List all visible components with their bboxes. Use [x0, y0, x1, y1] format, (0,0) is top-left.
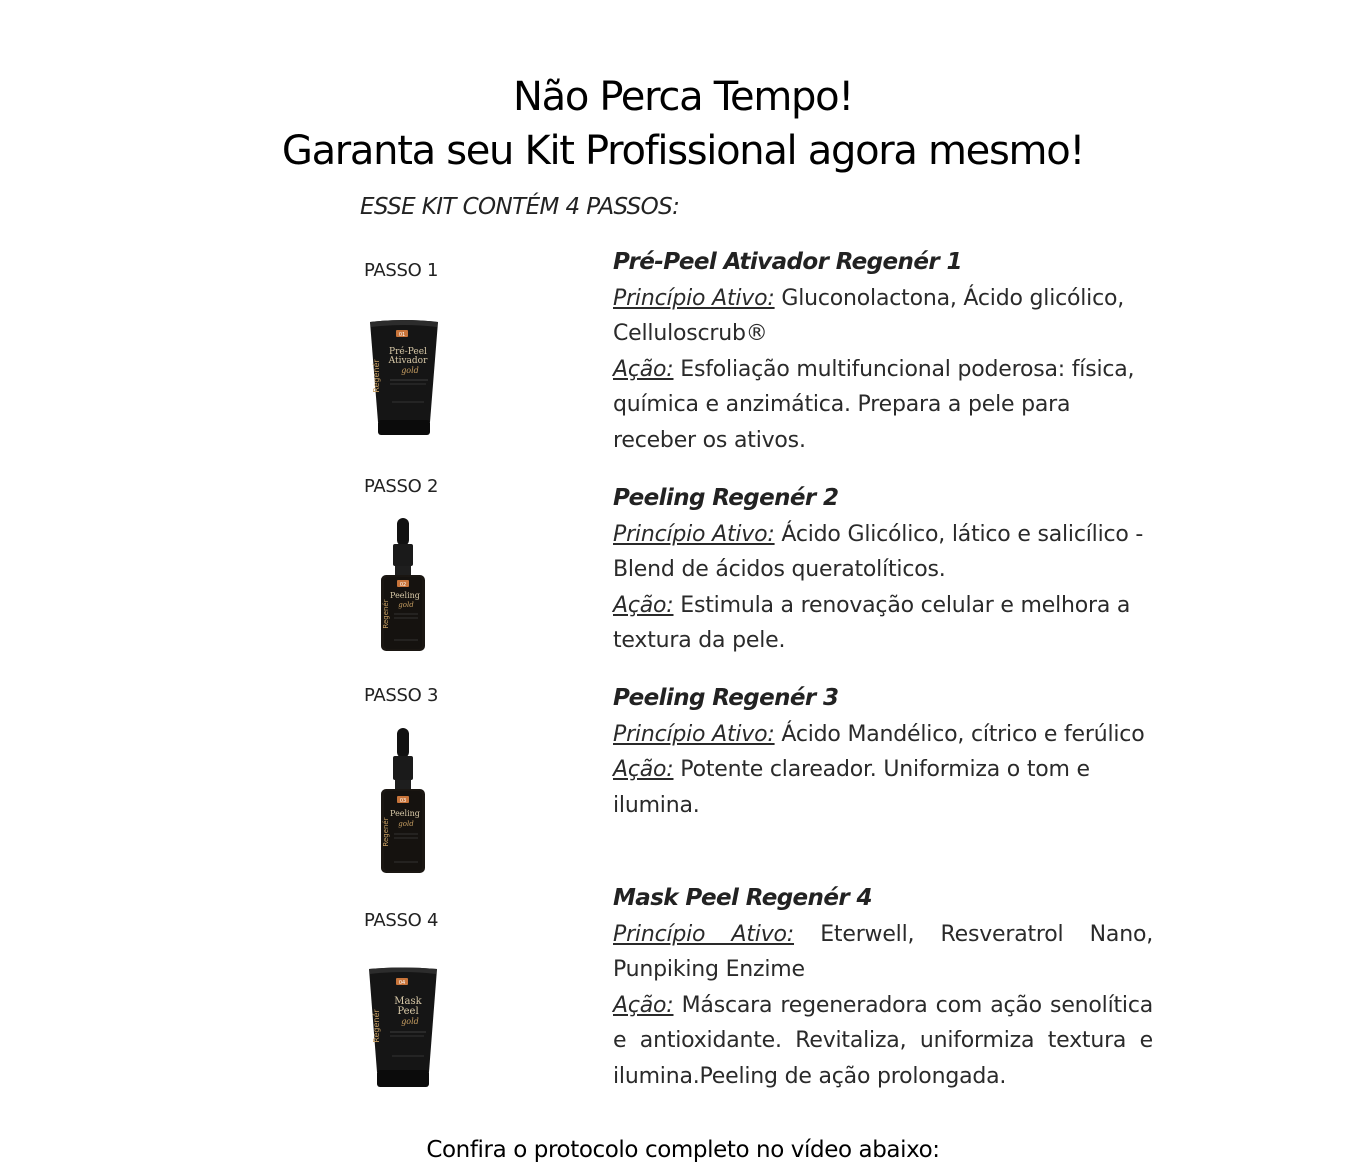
svg-text:Ativador: Ativador — [388, 356, 428, 366]
step-2-ingredients: Ácido Glicólico, lático e salicílico - Blend de ácidos queratolíticos. — [613, 521, 1144, 582]
step-2-ingredient-label: Princípio Ativo: — [613, 521, 775, 547]
svg-text:Regenér: Regenér — [372, 1009, 381, 1043]
svg-text:02: 02 — [399, 582, 407, 588]
step-3-description — [613, 681, 1153, 823]
svg-text:03: 03 — [399, 798, 407, 804]
step-4-product-name: Mask Peel Regenér 4 — [613, 885, 872, 911]
step-3-action: Potente clareador. Uniformiza o tom e ilumina. — [613, 757, 1090, 818]
kit-steps-heading: ESSE KIT CONTÉM 4 PASSOS: — [360, 194, 680, 220]
step-1-action: Esfoliação multifuncional poderosa: física, química e anzimática. Prepara a pele para receber os ativos. — [613, 356, 1135, 453]
svg-text:Peeling: Peeling — [390, 809, 420, 818]
step-1-ingredient-label: Princípio Ativo: — [613, 285, 775, 311]
step-4-tube-product-image — [368, 966, 438, 1090]
step-2-action-label: Ação: — [613, 592, 674, 618]
step-2-dropper-bottle-image — [378, 518, 428, 654]
step-4-description — [613, 881, 1153, 1094]
step-4-action: Máscara regeneradora com ação senolítica e antioxidante. Revitaliza, uniformiza textura e ilumina.Peeling de ação prolongada. — [613, 992, 1153, 1089]
step-3-action-label: Ação: — [613, 757, 674, 782]
svg-text:Regenér: Regenér — [372, 359, 381, 393]
svg-text:gold: gold — [401, 1017, 419, 1026]
step-4-ingredient-label: Princípio Ativo: — [613, 921, 795, 947]
svg-text:Mask: Mask — [394, 996, 422, 1007]
svg-text:04: 04 — [398, 980, 406, 986]
svg-text:gold: gold — [398, 820, 414, 828]
svg-text:Peel: Peel — [397, 1006, 419, 1017]
svg-text:gold: gold — [398, 601, 414, 609]
step-2-action: Estimula a renovação celular e melhora a textura da pele. — [613, 592, 1131, 653]
video-protocol-caption: Confira o protocolo completo no vídeo abaixo: — [426, 1137, 940, 1163]
svg-text:Pré-Peel: Pré-Peel — [389, 347, 427, 357]
headline-line-2: Garanta seu Kit Profissional agora mesmo! — [281, 128, 1085, 174]
step-1-ingredients: Gluconolactona, Ácido glicólico, Celluloscrub® — [613, 285, 1125, 346]
step-3-label: PASSO 3 — [364, 685, 439, 706]
step-1-description — [613, 245, 1153, 458]
step-1-action-label: Ação: — [613, 356, 674, 382]
step-1-label: PASSO 1 — [364, 260, 439, 281]
svg-text:01: 01 — [398, 332, 406, 338]
svg-text:Peeling: Peeling — [390, 591, 420, 600]
step-1-tube-product-image — [368, 318, 440, 438]
svg-text:Regenér: Regenér — [382, 599, 390, 629]
step-3-ingredient-label: Princípio Ativo: — [613, 721, 775, 747]
step-3-product-name: Peeling Regenér 3 — [613, 685, 839, 711]
step-4-label: PASSO 4 — [364, 910, 439, 931]
step-4-ingredients: Eterwell, Resveratrol Nano, Punpiking Enzime — [613, 921, 1153, 982]
step-4-action-label: Ação: — [613, 992, 674, 1018]
step-2-description — [613, 481, 1153, 659]
step-3-ingredients: Ácido Mandélico, cítrico e ferúlico — [774, 721, 1145, 747]
step-2-label: PASSO 2 — [364, 476, 439, 497]
step-2-product-name: Peeling Regenér 2 — [613, 485, 839, 511]
step-3-dropper-bottle-image — [378, 728, 428, 876]
svg-text:gold: gold — [401, 366, 419, 375]
step-1-product-name: Pré-Peel Ativador Regenér 1 — [613, 249, 962, 275]
headline-line-1: Não Perca Tempo! — [512, 74, 854, 120]
svg-text:Regenér: Regenér — [382, 817, 390, 847]
